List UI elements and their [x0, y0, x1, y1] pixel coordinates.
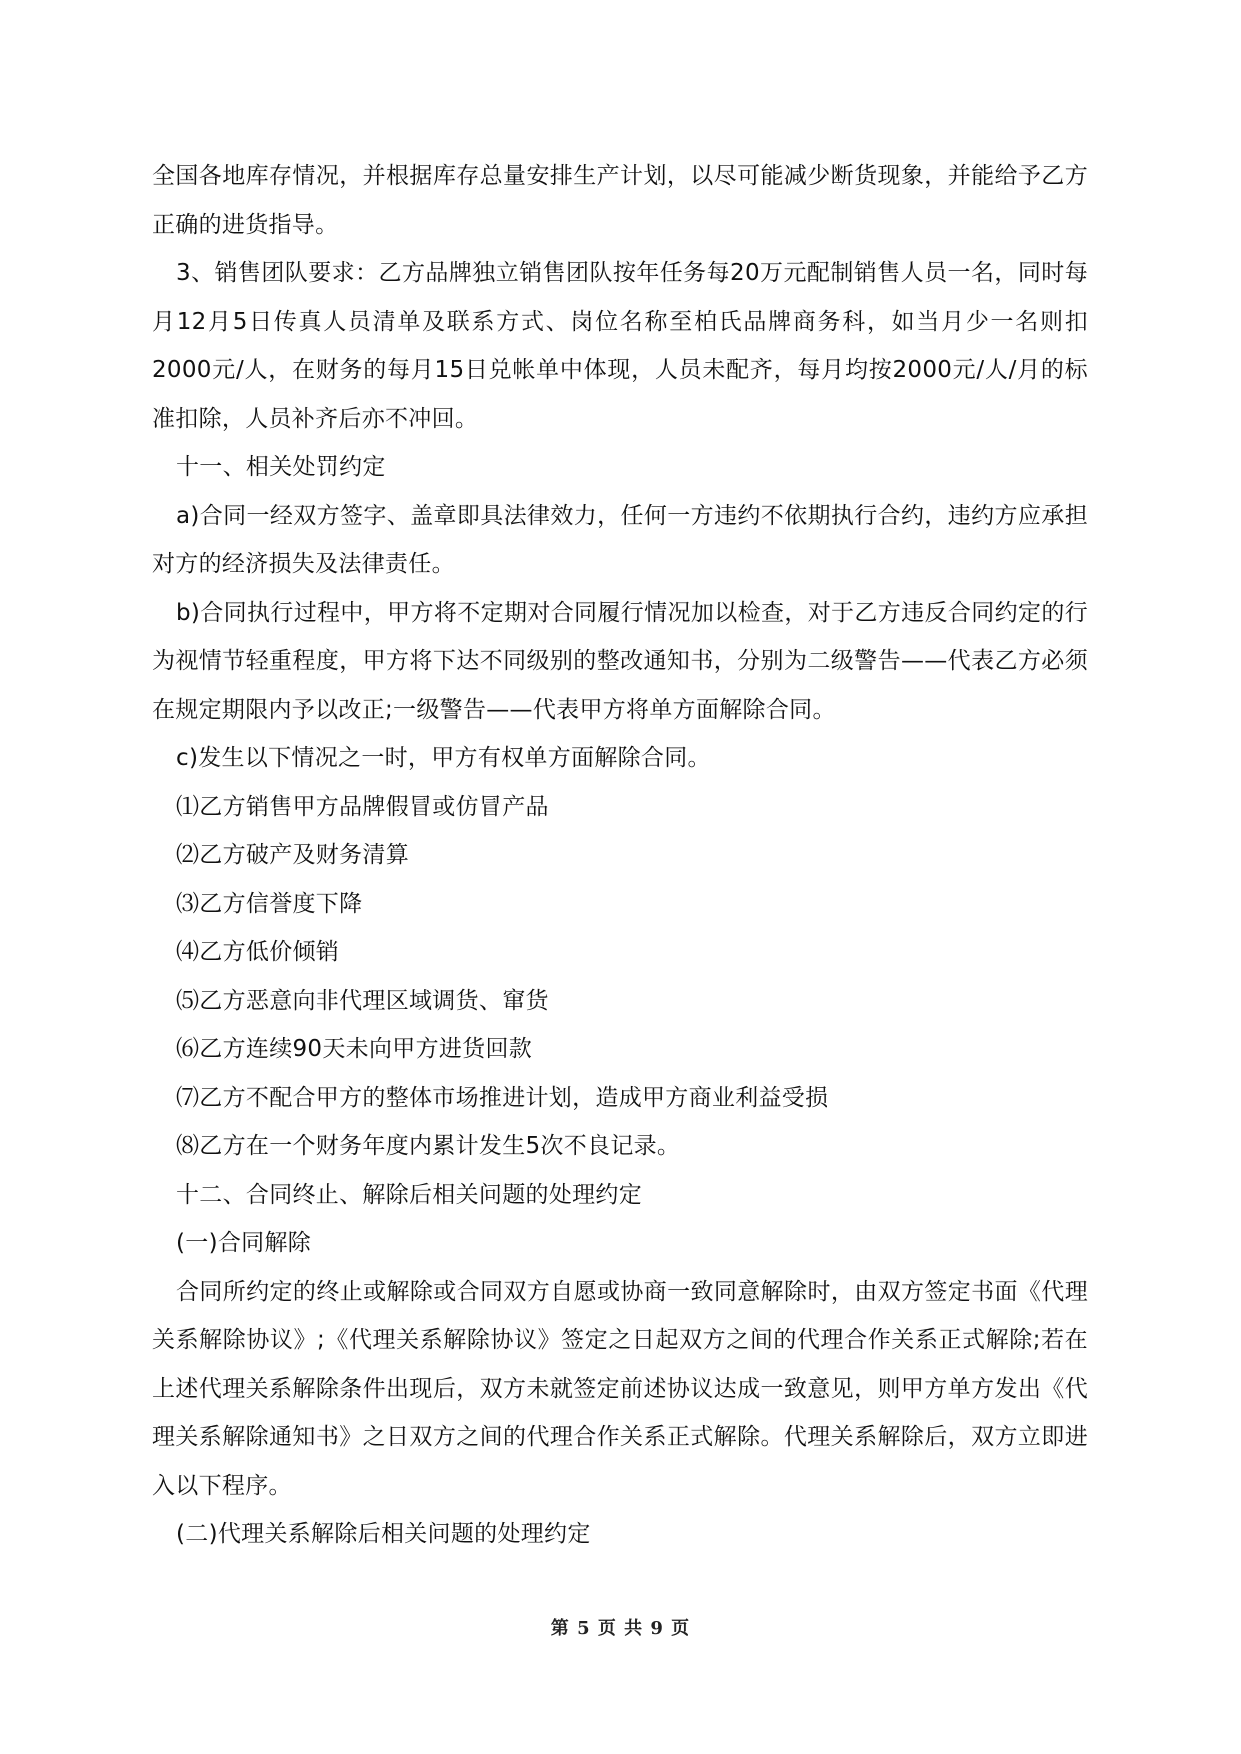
list-item: ⑶乙方信誉度下降 — [176, 890, 363, 917]
list-item: ⑷乙方低价倾销 — [176, 939, 340, 965]
list-item: ⑹乙方连续90天未向甲方进货回款 — [176, 1036, 533, 1062]
subsection-heading-1: (一)合同解除 — [176, 1230, 312, 1256]
list-item: ⑺乙方不配合甲方的整体市场推进计划，造成甲方商业利益受损 — [176, 1084, 829, 1111]
document-body — [152, 152, 1088, 1559]
section-heading-12: 十二、合同终止、解除后相关问题的处理约定 — [176, 1181, 642, 1208]
subsection-heading-2: (二)代理关系解除后相关问题的处理约定 — [176, 1521, 591, 1547]
section-heading-11: 十一、相关处罚约定 — [176, 454, 386, 480]
paragraph-termination: 合同所约定的终止或解除或合同双方自愿或协商一致同意解除时，由双方签定书面《代理关系解除协议》;《代理关系解除协议》签定之日起双方之间的代理合作关系正式解除;若在上述代理关系解除条件出现后，双方未就签定前述协议达成一致意见，则甲方单方发出《代理关系解除通知书》之日双方之间的代理合作关系正式解除。代理关系解除后，双方立即进入以下程序。 — [152, 1278, 1088, 1499]
list-item: ⑸乙方恶意向非代理区域调货、窜货 — [176, 987, 549, 1014]
clause-b: b)合同执行过程中，甲方将不定期对合同履行情况加以检查，对于乙方违反合同约定的行为视情节轻重程度，甲方将下达不同级别的整改通知书，分别为二级警告——代表乙方必须在规定期限内予以改正;一级警告——代表甲方将单方面解除合同。 — [152, 599, 1088, 723]
list-item: ⑴乙方销售甲方品牌假冒或仿冒产品 — [176, 793, 549, 820]
list-item: ⑵乙方破产及财务清算 — [176, 842, 409, 868]
list-item: ⑻乙方在一个财务年度内累计发生5次不良记录。 — [176, 1133, 681, 1159]
clause-a: a)合同一经双方签字、盖章即具法律效力，任何一方违约不依期执行合约，违约方应承担对方的经济损失及法律责任。 — [152, 502, 1088, 577]
paragraph-continuation: 全国各地库存情况，并根据库存总量安排生产计划，以尽可能减少断货现象，并能给予乙方正确的进货指导。 — [152, 163, 1088, 238]
page-number: 第 5 页 共 9 页 — [550, 1618, 691, 1639]
paragraph-sales-team: 3、销售团队要求：乙方品牌独立销售团队按年任务每20万元配制销售人员一名，同时每月12月5日传真人员清单及联系方式、岗位名称至柏氏品牌商务科，如当月少一名则扣2000元/人，在财务的每月15日兑帐单中体现，人员未配齐，每月均按2000元/人/月的标准扣除，人员补齐后亦不冲回。 — [152, 260, 1088, 432]
clause-c: c)发生以下情况之一时，甲方有权单方面解除合同。 — [176, 745, 711, 771]
